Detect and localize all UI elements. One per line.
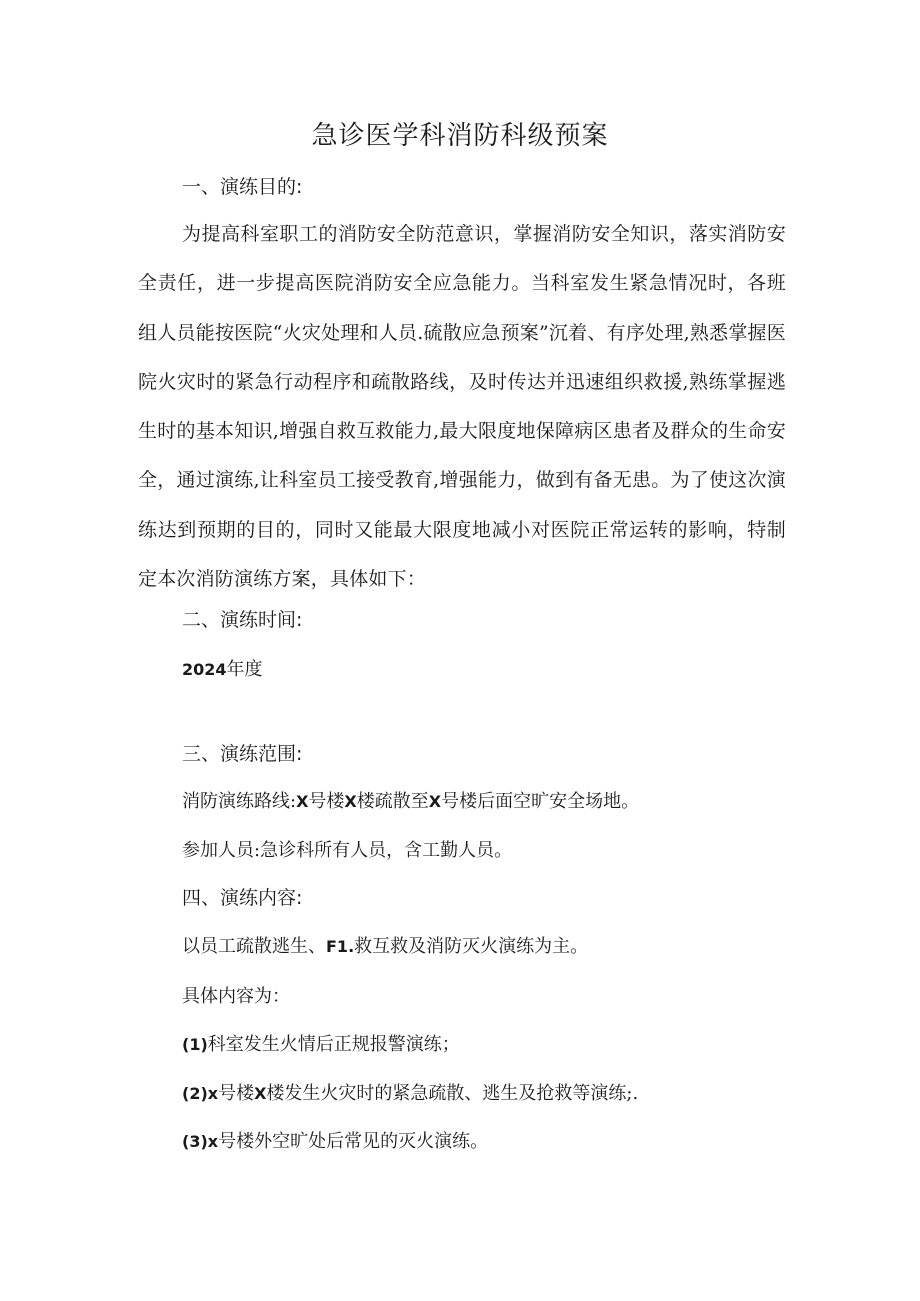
section-2-heading: 二、演练时间: [182, 609, 303, 631]
section-3-heading: 三、演练范围: [182, 743, 303, 765]
document-title: 急诊医学科消防科级预案 [311, 121, 609, 151]
drill-year-suffix: 年度 [226, 659, 263, 680]
drill-route-line [182, 788, 639, 816]
item-1-number: (1) [182, 1035, 208, 1054]
content-intro-line: 具体内容为： [182, 986, 290, 1007]
content-summary-b: 救互救及消防灭火演练为主。 [354, 936, 589, 957]
content-summary-f1: F1. [326, 937, 355, 956]
drill-year: 2024 [182, 660, 227, 679]
item-2-text-b: 楼发生火灾时的紧急疏散、逃生及抢救等演练;. [266, 1083, 639, 1104]
route-building-x: X [296, 792, 309, 811]
route-text-b: 号楼 [308, 791, 345, 812]
item-2-number: (2)x [182, 1084, 219, 1103]
item-3-text: 号楼外空旷处后常见的灭火演练。 [218, 1131, 489, 1152]
section-1-heading: 一、演练目的: [182, 176, 303, 198]
content-summary-a: 以员工疏散逃生、 [182, 936, 326, 957]
participants-line: 参加人员:急诊科所有人员，含工勤人员。 [182, 840, 513, 861]
item-2-text-a: 号楼 [218, 1083, 255, 1104]
item-3-number: (3)x [182, 1132, 219, 1151]
route-text-c: 楼疏散至 [356, 791, 429, 812]
section-4-heading: 四、演练内容: [182, 887, 303, 909]
content-item-2 [182, 1080, 638, 1108]
content-item-3 [182, 1128, 488, 1156]
drill-route-label: 消防演练路线: [182, 791, 297, 812]
route-destination-x: X [428, 792, 442, 811]
drill-time-line [182, 656, 263, 684]
route-floor-x: X [344, 792, 357, 811]
section-1-paragraph: 为提高科室职工的消防安全防范意识，掌握消防安全知识，落实消防安全责任，进一步提高医院消防安全应急能力。当科室发生紧急情况时，各班组人员能按医院“火灾处理和人员.硫散应急预案”沉着、有序处理,熟悉掌握医院火灾时的紧急行动程序和疏散路线，及时传达并迅速组织救援,熟练掌握逃生时的基本知识,增强自救互救能力,最大限度地保障病区患者及群众的生命安全，通过演练,让科室员工接受教育,增强能力，做到有备无患。为了使这次演练达到预期的目的，同时又能最大限度地减小对医院正常运转的影响，特制定本次消防演练方案，具体如下： [138, 223, 786, 591]
content-summary-line [182, 933, 588, 961]
route-text-d: 号楼后面空旷安全场地。 [441, 791, 640, 812]
item-1-text: 科室发生火情后正规报警演练； [207, 1034, 460, 1055]
item-2-floor-x: X [254, 1084, 267, 1103]
content-item-1 [182, 1031, 460, 1059]
